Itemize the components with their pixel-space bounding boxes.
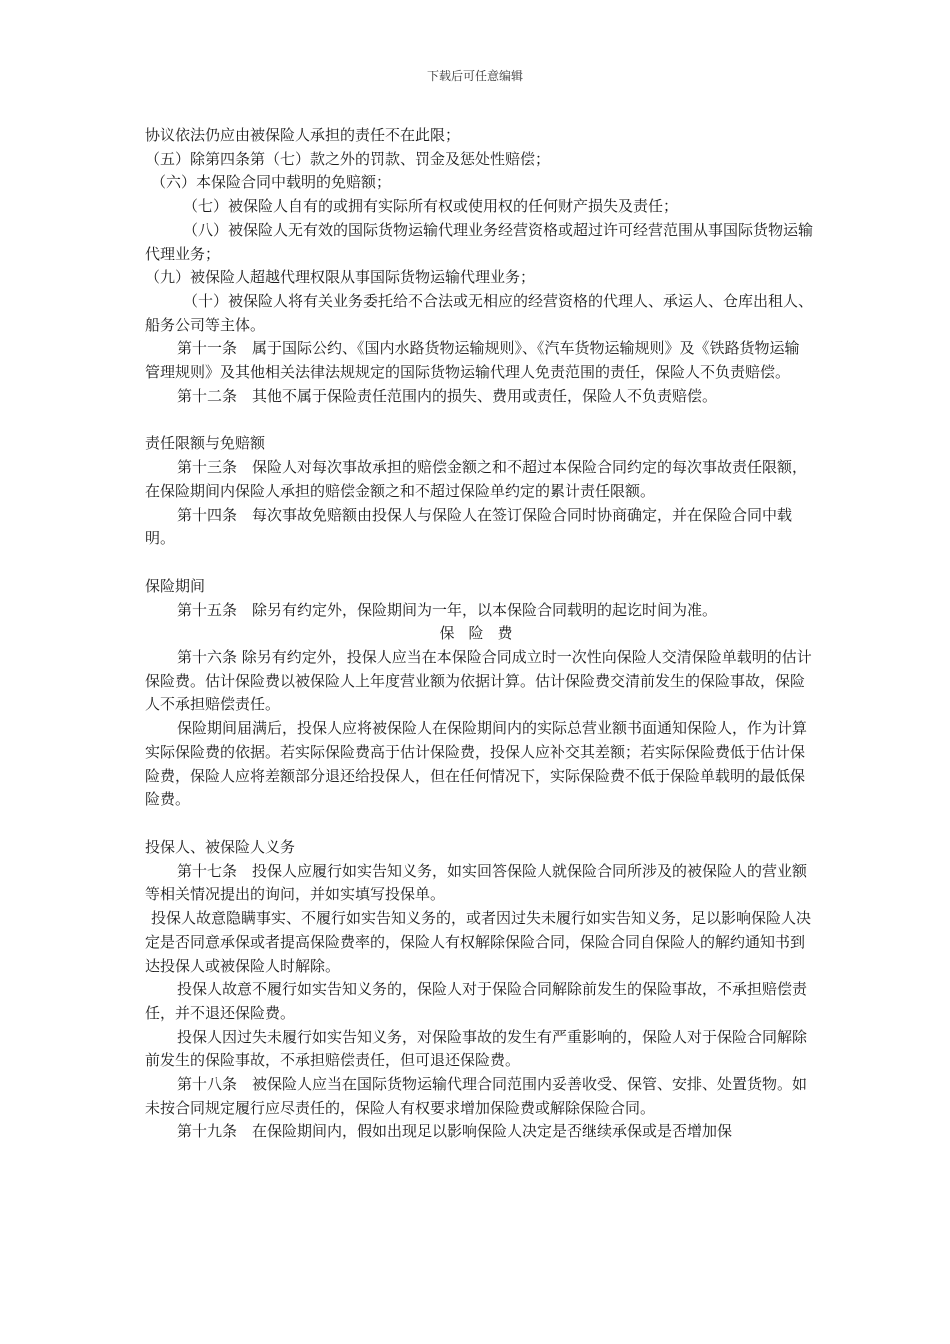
spacer [145,408,813,432]
article-16: 第十六条 除另有约定外，投保人应当在本保险合同成立时一次性向保险人交清保险单载明的估计保险费。估计保险费以被保险人上年度营业额为依据计算。估计保险费交清前发生的保险事故，保险人不承担赔偿责任。 [145,648,812,714]
paragraph: 协议依法仍应由被保险人承担的责任不在此限； [145,126,461,144]
page-header: 下载后可任意编辑 [426,69,523,83]
article-18: 第十八条 被保险人应当在国际货物运输代理合同范围内妥善收受、保管、安排、处置货物。如未按合同规定履行应尽责任的，保险人有权要求增加保险费或解除保险合同。 [145,1075,808,1117]
paragraph: （九）被保险人超越代理权限从事国际货物运输代理业务； [145,268,536,287]
paragraph: （五）除第四条第（七）款之外的罚款、罚金及惩处性赔偿； [145,149,551,168]
section-heading: 责任限额与免赔额 [145,434,266,453]
article-11: 第十一条 属于国际公约、《国内水路货物运输规则》、《汽车货物运输规则》及《铁路货物运输管理规则》及其他相关法律法规规定的国际货物运输代理人免责范围的责任，保险人不负责赔偿。 [145,339,800,382]
section-heading-centered: 保险费 [439,624,527,643]
paragraph: （六）本保险合同中载明的免赔额； [151,173,392,192]
paragraph: （十）被保险人将有关业务委托给不合法或无相应的经营资格的代理人、承运人、仓库出租人、船务公司等主体。 [145,291,814,334]
spacer [145,812,813,836]
section-heading: 保险期间 [145,576,206,595]
paragraph: 投保人因过失未履行如实告知义务，对保险事故的发生有严重影响的，保险人对于保险合同解除前发生的保险事故，不承担赔偿责任，但可退还保险费。 [145,1027,808,1070]
article-19: 第十九条 在保险期间内，假如出现足以影响保险人决定是否继续承保或是否增加保 [177,1122,733,1141]
paragraph: （八）被保险人无有效的国际货物运输代理业务经营资格或超过许可经营范围从事国际货物运输代理业务； [145,220,814,263]
article-13: 第十三条 保险人对每次事故承担的赔偿金额之和不超过本保险合同约定的每次事故责任限额，在保险期间内保险人承担的赔偿金额之和不超过保险单约定的累计责任限额。 [145,458,808,500]
paragraph: 投保人故意隐瞒事实、不履行如实告知义务的，或者因过失未履行如实告知义务，足以影响保险人决定是否同意承保或者提高保险费率的，保险人有权解除保险合同，保险合同自保险人的解约通知书到达投保人或被保险人时解除。 [145,909,812,975]
article-17: 第十七条 投保人应履行如实告知义务，如实回答保险人就保险合同所涉及的被保险人的营业额等相关情况提出的询问，并如实填写投保单。 [145,861,808,904]
spacer [145,551,813,575]
paragraph: 保险期间届满后，投保人应将被保险人在保险期间内的实际总营业额书面通知保险人，作为计算实际保险费的依据。若实际保险费高于估计保险费，投保人应补交其差额；若实际保险费低于估计保险费，保险人应将差额部分退还给投保人，但在任何情况下，实际保险费不低于保险单载明的最低保险费。 [145,719,808,809]
article-15: 第十五条 除另有约定外，保险期间为一年，以本保险合同载明的起讫时间为准。 [177,600,718,619]
document-body [145,124,813,1144]
section-heading: 投保人、被保险人义务 [145,837,296,856]
paragraph: 投保人故意不履行如实告知义务的，保险人对于保险合同解除前发生的保险事故，不承担赔偿责任，并不退还保险费。 [145,980,808,1022]
paragraph: （七）被保险人自有的或拥有实际所有权或使用权的任何财产损失及责任； [183,197,679,216]
article-14: 第十四条 每次事故免赔额由投保人与保险人在签订保险合同时协商确定，并在保险合同中载明。 [145,505,793,548]
article-12: 第十二条 其他不属于保险责任范围内的损失、费用或责任，保险人不负责赔偿。 [177,386,718,405]
